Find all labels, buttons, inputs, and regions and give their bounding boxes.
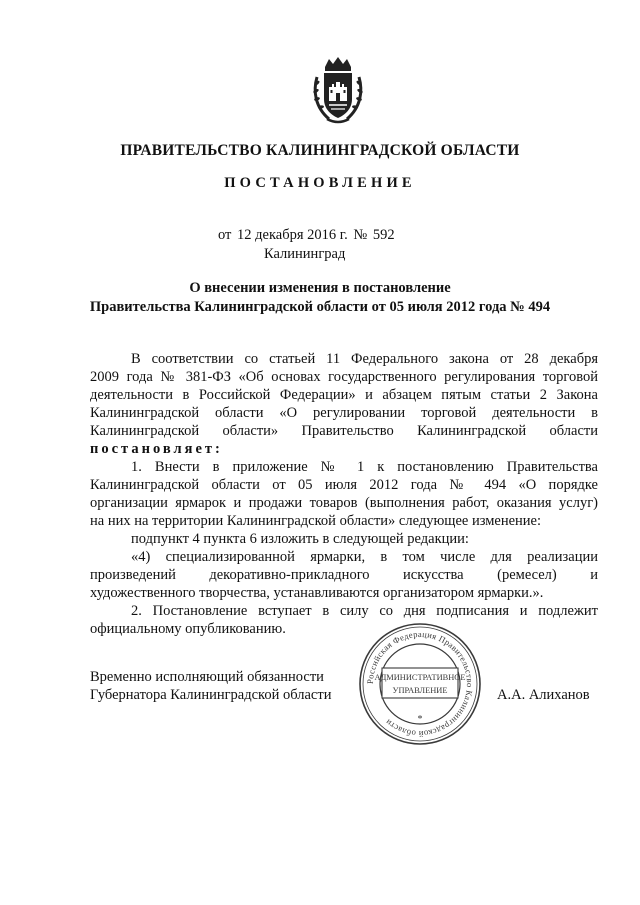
document-number: 592 xyxy=(372,227,395,243)
signer-name: А.А. Алиханов xyxy=(497,687,590,703)
body-p5-line-1: 2. Постановление вступает в силу со дня подписания и подлежит xyxy=(131,603,598,619)
document-date-line xyxy=(218,227,397,244)
stamp-star: * xyxy=(417,714,423,725)
body-p2-line-4: на них на территории Калининградской области» следующее изменение: xyxy=(90,513,542,529)
document-kind: ПОСТАНОВЛЕНИЕ xyxy=(224,175,416,191)
body-p2-line-2: Калининградской области от 05 июля 2012 года № 494 «О порядке xyxy=(90,477,598,493)
body-p2-line-3: организации ярмарок и продажи товаров (выполнения работ, оказания услуг) xyxy=(90,495,598,511)
body-decree-word: постановляет: xyxy=(90,441,223,457)
body-p1-line-3: деятельности в Российской Федерации» и абзацем пятым статьи 2 Закона xyxy=(90,387,598,403)
document-city: Калининград xyxy=(264,246,346,262)
title-line-1: О внесении изменения в постановление xyxy=(189,280,451,296)
body-p1-line-2: 2009 года № 381-ФЗ «Об основах государственного регулирования торговой xyxy=(90,369,598,385)
official-stamp xyxy=(358,622,482,746)
body-p1-line-1: В соответствии со статьей 11 Федерального закона от 28 декабря xyxy=(131,351,598,367)
stamp-outer-text: Российская Федерация Правительство Калининградской области xyxy=(364,628,476,740)
body-p5-line-2: официальному опубликованию. xyxy=(90,621,286,637)
date-prefix: от xyxy=(218,227,232,243)
signer-position-line-1: Временно исполняющий обязанности xyxy=(90,669,324,685)
body-p2-line-1: 1. Внести в приложение № 1 к постановлению Правительства xyxy=(131,459,598,475)
body-p3-line-1: подпункт 4 пункта 6 изложить в следующей редакции: xyxy=(131,531,469,547)
number-sign: № xyxy=(353,227,368,243)
government-name: ПРАВИТЕЛЬСТВО КАЛИНИНГРАДСКОЙ ОБЛАСТИ xyxy=(120,142,520,159)
stamp-inner-line-1: АДМИНИСТРАТИВНОЕ xyxy=(374,673,466,682)
body-p1-line-5: Калининградской области» Правительство Калининградской области xyxy=(90,423,598,439)
document-date: 12 декабря 2016 г. xyxy=(237,227,348,243)
coat-of-arms-emblem xyxy=(311,55,365,125)
stamp-inner-line-2: УПРАВЛЕНИЕ xyxy=(392,686,448,695)
body-p1-line-4: Калининградской области «О регулировании торговой деятельности в xyxy=(90,405,598,421)
body-p4-line-3: художественного творчества, устанавливаются организатором ярмарки.». xyxy=(90,585,544,601)
title-line-2: Правительства Калининградской области от 05 июля 2012 года № 494 xyxy=(89,299,551,315)
signer-position-line-2: Губернатора Калининградской области xyxy=(90,687,332,703)
body-p4-line-1: «4) специализированной ярмарки, в том числе для реализации xyxy=(131,549,598,565)
body-p4-line-2: произведений декоративно-прикладного искусства (ремесел) и xyxy=(90,567,598,583)
